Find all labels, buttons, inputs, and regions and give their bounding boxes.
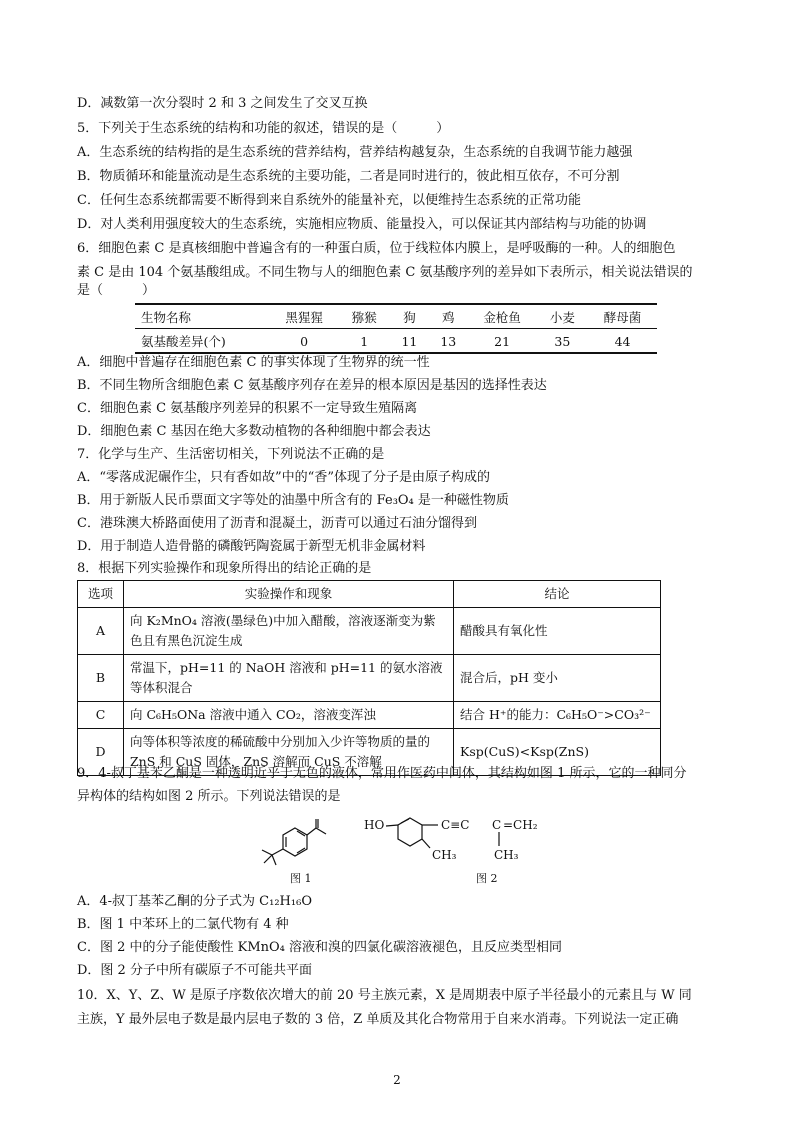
- table-cell: 氨基酸差异(个): [135, 329, 270, 354]
- table-cell: 1: [339, 329, 391, 354]
- figure-2-ho-label: HO: [364, 818, 385, 832]
- figure-1-caption: 图 1: [290, 872, 312, 885]
- table-header-cell: 实验操作和现象: [124, 581, 454, 608]
- q7-stem: 7．化学与生产、生活密切相关，下列说法不正确的是: [77, 447, 385, 462]
- q10-stem-line2: 主族，Y 最外层电子数是最内层电子数的 3 倍，Z 单质及其化合物常用于自来水消毒。下列说法一定正确: [77, 1012, 679, 1027]
- q9-stem-line1: 9．4-叔丁基苯乙酮是一种透明近乎于无色的液体，常用作医药中间体，其结构如图 1 所示，它的一种同分: [77, 766, 687, 781]
- figure-2-caption: 图 2: [476, 872, 498, 885]
- table-cell: 常温下，pH=11 的 NaOH 溶液和 pH=11 的氨水溶液等体积混合: [124, 655, 454, 702]
- figure-2-branch-bond: [495, 832, 505, 848]
- q6-option-b: B．不同生物所含细胞色素 C 氨基酸序列存在差异的根本原因是基因的选择性表达: [77, 378, 547, 393]
- q8-stem: 8．根据下列实验操作和现象所得出的结论正确的是: [77, 561, 372, 576]
- table-header-cell: 猕猴: [339, 304, 391, 329]
- table-cell: Ksp(CuS)<Ksp(ZnS): [454, 729, 661, 776]
- table-cell: 结合 H⁺的能力：C₆H₅O⁻>CO₃²⁻: [454, 702, 661, 729]
- table-cell: 21: [468, 329, 537, 354]
- table-cell: 混合后，pH 变小: [454, 655, 661, 702]
- table-header-cell: 选项: [78, 581, 124, 608]
- q5-option-a: A．生态系统的结构指的是生态系统的营养结构，营养结构越复杂，生态系统的自我调节能力越强: [77, 145, 633, 160]
- page-number: 2: [393, 1073, 401, 1087]
- table-row: [78, 702, 661, 729]
- table-header-row: [78, 581, 661, 608]
- table-row: [78, 608, 661, 655]
- table-cell: A: [78, 608, 124, 655]
- q9-option-a: A．4-叔丁基苯乙酮的分子式为 C₁₂H₁₆O: [77, 894, 312, 909]
- figure-1-structure: [250, 812, 340, 872]
- experiment-table: [77, 580, 661, 776]
- table-header-cell: 结论: [454, 581, 661, 608]
- table-header-cell: 生物名称: [135, 304, 270, 329]
- q9-option-c: C．图 2 中的分子能使酸性 KMnO₄ 溶液和溴的四氯化碳溶液褪色，且反应类型相同: [77, 940, 563, 955]
- table-cell: B: [78, 655, 124, 702]
- figure-2-ch3-ring: CH₃: [432, 848, 457, 862]
- figure-2-ch3-chain: CH₃: [494, 848, 519, 862]
- q9-stem-line2: 异构体的结构如图 2 所示。下列说法错误的是: [77, 789, 341, 804]
- q6-stem-line2: 素 C 是由 104 个氨基酸组成。不同生物与人的细胞色素 C 氨基酸序列的差异如下表所示，相关说法错误的: [77, 265, 693, 280]
- table-cell: 醋酸具有氧化性: [454, 608, 661, 655]
- table-cell: 向 C₆H₅ONa 溶液中通入 CO₂，溶液变浑浊: [124, 702, 454, 729]
- q5-option-b: B．物质循环和能量流动是生态系统的主要功能，二者是同时进行的，彼此相互依存，不可分割: [77, 169, 620, 184]
- q7-option-d: D．用于制造人造骨骼的磷酸钙陶瓷属于新型无机非金属材料: [77, 539, 426, 554]
- table-cell: D: [78, 729, 124, 776]
- q7-option-a: A．“零落成泥碾作尘，只有香如故”中的“香”体现了分子是由原子构成的: [77, 470, 490, 485]
- figure-2-alkene-c: C: [492, 818, 502, 832]
- q6-option-c: C．细胞色素 C 氨基酸序列差异的积累不一定导致生殖隔离: [77, 401, 418, 416]
- table-cell: 35: [537, 329, 589, 354]
- cytochrome-c-table: [135, 303, 657, 354]
- table-cell: 13: [429, 329, 468, 354]
- table-header-cell: 小麦: [537, 304, 589, 329]
- q6-option-a: A．细胞中普遍存在细胞色素 C 的事实体现了生物界的统一性: [77, 355, 430, 370]
- table-cell: 11: [390, 329, 429, 354]
- q6-stem-line3: 是（ ）: [77, 283, 156, 298]
- q6-option-d: D．细胞色素 C 基因在绝大多数动植物的各种细胞中都会表达: [77, 424, 431, 439]
- q5-option-d: D．对人类利用强度较大的生态系统，实施相应物质、能量投入，可以保证其内部结构与功能的协调: [77, 217, 647, 232]
- table-header-cell: 狗: [390, 304, 429, 329]
- table-cell: 44: [588, 329, 657, 354]
- q7-option-c: C．港珠澳大桥路面使用了沥青和混凝土，沥青可以通过石油分馏得到: [77, 516, 477, 531]
- table-cell: 向 K₂MnO₄ 溶液(墨绿色)中加入醋酸，溶液逐渐变为紫色且有黑色沉淀生成: [124, 608, 454, 655]
- table-row: [135, 329, 657, 354]
- q6-stem-line1: 6．细胞色素 C 是真核细胞中普遍含有的一种蛋白质，位于线粒体内膜上，是呼吸酶的一种。人的细胞色: [77, 241, 676, 256]
- q9-option-d: D．图 2 分子中所有碳原子不可能共平面: [77, 963, 312, 978]
- table-header-cell: 酵母菌: [588, 304, 657, 329]
- table-header-cell: 黑猩猩: [270, 304, 339, 329]
- table-cell: C: [78, 702, 124, 729]
- table-header-cell: 鸡: [429, 304, 468, 329]
- q9-option-b: B．图 1 中苯环上的二氯代物有 4 种: [77, 917, 289, 932]
- q5-stem: 5．下列关于生态系统的结构和功能的叙述，错误的是（ ）: [77, 121, 450, 136]
- table-row: [78, 655, 661, 702]
- figure-2-triple-bond: C≡C: [441, 818, 470, 832]
- table-header-row: [135, 304, 657, 329]
- q10-stem-line1: 10．X、Y、Z、W 是原子序数依次增大的前 20 号主族元素，X 是周期表中原子半径最小的元素且与 W 同: [77, 988, 692, 1003]
- table-header-cell: 金枪鱼: [468, 304, 537, 329]
- figure-2-ch2-label: =CH₂: [503, 818, 538, 832]
- q4-option-d: D．减数第一次分裂时 2 和 3 之间发生了交叉互换: [77, 96, 368, 111]
- q5-option-c: C．任何生态系统都需要不断得到来自系统外的能量补充，以便维持生态系统的正常功能: [77, 193, 581, 208]
- table-cell: 向等体积等浓度的稀硫酸中分别加入少许等物质的量的 ZnS 和 CuS 固体，ZnS 溶解而 CuS 不溶解: [124, 729, 454, 776]
- table-cell: 0: [270, 329, 339, 354]
- q7-option-b: B．用于新版人民币票面文字等处的油墨中所含有的 Fe₃O₄ 是一种磁性物质: [77, 493, 509, 508]
